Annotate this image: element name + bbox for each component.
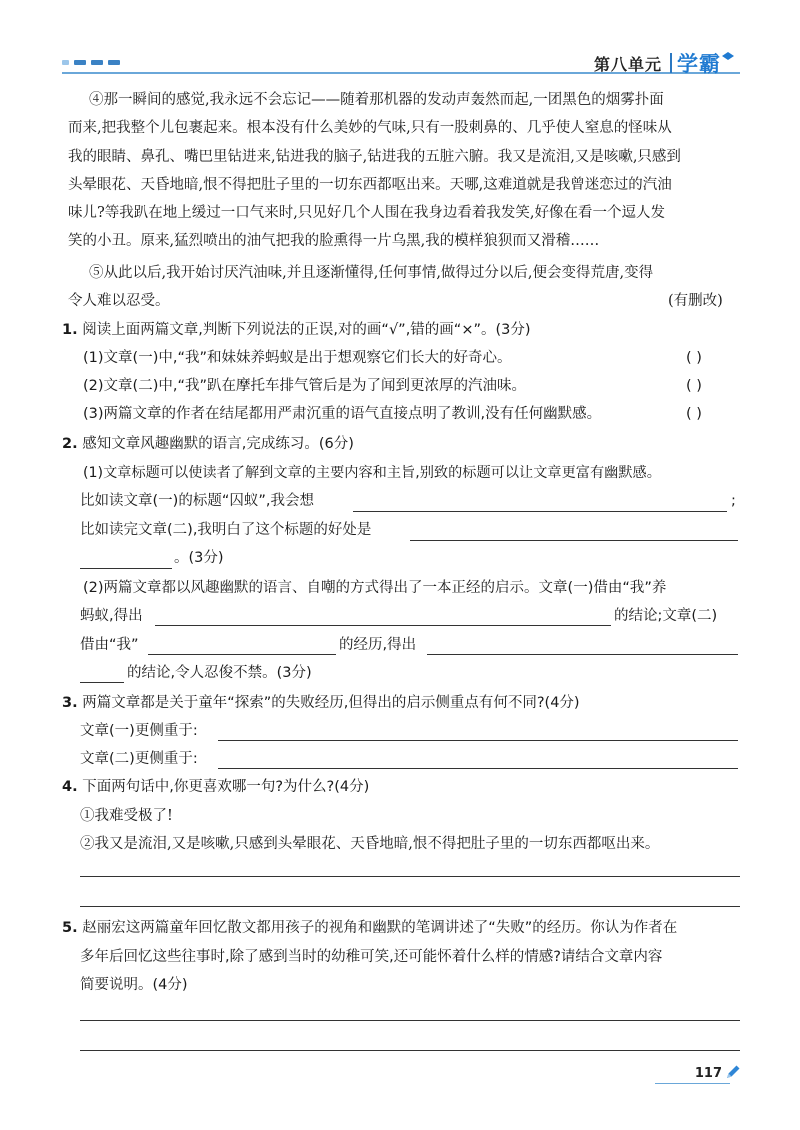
brand-name: 学霸 bbox=[677, 52, 721, 76]
question-2-sub2-text: 蚂蚁,得出 bbox=[80, 608, 143, 624]
question-1-item-3: (3)两篇文章的作者在结尾都用严肃沉重的语气直接点明了教训,没有任何幽默感。 bbox=[83, 406, 602, 422]
question-1-stem: 1. 阅读上面两篇文章,判断下列说法的正误,对的画“√”,错的画“×”。(3分) bbox=[62, 322, 531, 338]
passage-line: ④那一瞬间的感觉,我永远不会忘记——随着那机器的发动声轰然而起,一团黑色的烟雾扑面 bbox=[89, 92, 664, 108]
question-2-sub1-prompt: 比如读文章(一)的标题“囚蚁”,我会想 bbox=[80, 493, 314, 509]
source-note: (有删改) bbox=[668, 293, 723, 309]
answer-paren[interactable]: ( ) bbox=[686, 406, 702, 422]
pencil-icon bbox=[724, 1063, 742, 1081]
passage-line: ⑤从此以后,我开始讨厌汽油味,并且逐渐懂得,任何事情,做得过分以后,便会变得荒唐,变得 bbox=[89, 265, 654, 281]
question-5-line-3: 简要说明。(4分) bbox=[80, 977, 188, 993]
graduation-cap-icon bbox=[722, 52, 734, 60]
question-3-answer-label-1: 文章(一)更侧重于: bbox=[80, 723, 198, 739]
semicolon: ; bbox=[731, 493, 736, 509]
answer-line[interactable] bbox=[80, 876, 740, 877]
question-2-sub2-text: 借由“我” bbox=[80, 637, 139, 653]
header-right bbox=[594, 48, 734, 78]
question-4-sentence-2: ②我又是流泪,又是咳嗽,只感到头晕眼花、天昏地暗,恨不得把肚子里的一切东西都呕出来。 bbox=[80, 836, 660, 852]
question-5-line-2: 多年后回忆这些往事时,除了感到当时的幼稚可笑,还可能怀着什么样的情感?请结合文章内容 bbox=[80, 949, 663, 965]
question-5-line-1: 5. 赵丽宏这两篇童年回忆散文都用孩子的视角和幽默的笔调讲述了“失败”的经历。你认为作者在 bbox=[62, 920, 678, 936]
question-4-stem: 4. 下面两句话中,你更喜欢哪一句?为什么?(4分) bbox=[62, 779, 370, 795]
answer-paren[interactable]: ( ) bbox=[686, 350, 702, 366]
passage-line: 头晕眼花、天昏地暗,恨不得把肚子里的一切东西都呕出来。天哪,这难道就是我曾迷恋过的汽油 bbox=[68, 177, 672, 193]
answer-blank[interactable] bbox=[218, 740, 738, 741]
question-3-stem: 3. 两篇文章都是关于童年“探索”的失败经历,但得出的启示侧重点有何不同?(4分) bbox=[62, 695, 580, 711]
question-2-sub2-intro: (2)两篇文章都以风趣幽默的语言、自嘲的方式得出了一本正经的启示。文章(一)借由“我”养 bbox=[83, 580, 667, 596]
answer-paren[interactable]: ( ) bbox=[686, 378, 702, 394]
answer-blank[interactable] bbox=[148, 654, 336, 655]
answer-blank[interactable] bbox=[410, 540, 738, 541]
question-2-sub1-intro: (1)文章标题可以使读者了解到文章的主要内容和主旨,别致的标题可以让文章更富有幽默感。 bbox=[83, 465, 661, 481]
question-1-item-2: (2)文章(二)中,“我”趴在摩托车排气管后是为了闻到更浓厚的汽油味。 bbox=[83, 378, 526, 394]
passage-line: 而来,把我整个儿包裹起来。根本没有什么美妙的气味,只有一股刺鼻的、几乎使人窒息的怪味从 bbox=[68, 120, 672, 136]
passage-line: 我的眼睛、鼻孔、嘴巴里钻进来,钻进我的脑子,钻进我的五脏六腑。我又是流泪,又是咳嗽,只感到 bbox=[68, 149, 681, 165]
question-3-answer-label-2: 文章(二)更侧重于: bbox=[80, 751, 198, 767]
question-2-sub2-text: 的结论,令人忍俊不禁。(3分) bbox=[127, 665, 312, 681]
question-2-stem: 2. 感知文章风趣幽默的语言,完成练习。(6分) bbox=[62, 436, 354, 452]
passage-line: 笑的小丑。原来,猛烈喷出的油气把我的脸熏得一片乌黑,我的模样狼狈而又滑稽…… bbox=[68, 233, 600, 249]
answer-blank[interactable] bbox=[80, 682, 124, 683]
footer-rule bbox=[655, 1083, 730, 1084]
header-decoration bbox=[62, 60, 120, 65]
answer-blank[interactable] bbox=[80, 568, 172, 569]
question-2-sub2-text: 的结论;文章(二) bbox=[614, 608, 718, 624]
answer-blank[interactable] bbox=[155, 625, 611, 626]
question-2-sub2-text: 的经历,得出 bbox=[339, 637, 417, 653]
question-2-sub1-score: 。(3分) bbox=[174, 550, 224, 566]
answer-blank[interactable] bbox=[218, 768, 738, 769]
answer-line[interactable] bbox=[80, 1020, 740, 1021]
question-2-sub1-prompt-2: 比如读完文章(二),我明白了这个标题的好处是 bbox=[80, 522, 372, 538]
answer-blank[interactable] bbox=[353, 511, 727, 512]
answer-line[interactable] bbox=[80, 1050, 740, 1051]
unit-title: 第八单元 bbox=[593, 54, 662, 74]
page-number: 117 bbox=[694, 1066, 722, 1081]
question-1-item-1: (1)文章(一)中,“我”和妹妹养蚂蚁是出于想观察它们长大的好奇心。 bbox=[83, 350, 512, 366]
answer-line[interactable] bbox=[80, 906, 740, 907]
answer-blank[interactable] bbox=[427, 654, 738, 655]
question-4-sentence-1: ①我难受极了! bbox=[80, 808, 173, 824]
passage-line: 令人难以忍受。 bbox=[68, 293, 170, 309]
brand-logo bbox=[670, 48, 734, 78]
passage-line: 味儿?等我趴在地上缓过一口气来时,只见好几个人围在我身边看着我发笑,好像在看一个逗人发 bbox=[68, 205, 665, 221]
